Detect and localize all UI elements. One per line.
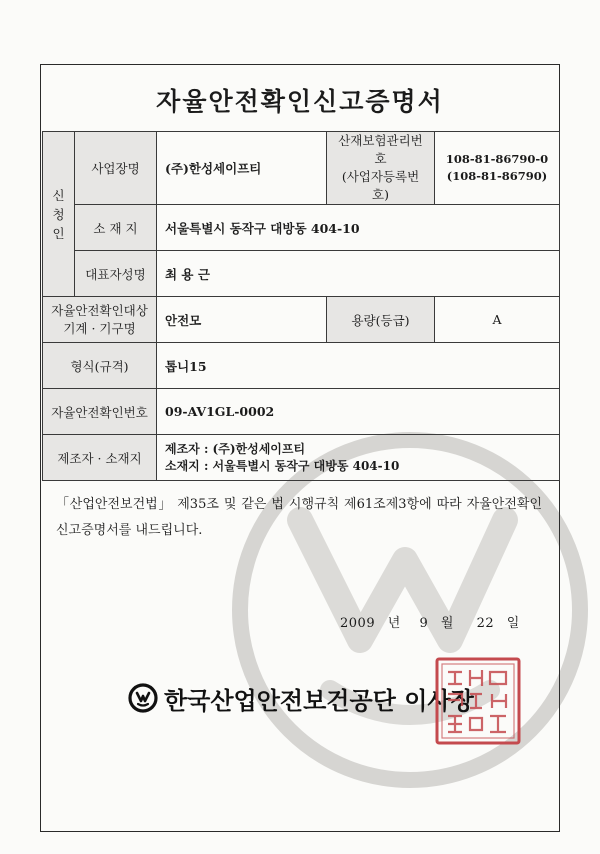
date-month: 9	[419, 616, 429, 631]
date-day-unit: 일	[506, 616, 520, 631]
table-row	[43, 205, 560, 251]
table-row	[43, 435, 560, 481]
address-value: 서울특별시 동작구 대방동 404-10	[157, 205, 560, 251]
date-year: 2009	[340, 616, 376, 631]
table-row	[43, 389, 560, 435]
cert-number-value: 09-AV1GL-0002	[157, 389, 560, 435]
company-value: (주)한성세이프티	[157, 132, 327, 205]
manufacturer-location: 소재지 : 서울특별시 동작구 대방동 404-10	[165, 458, 400, 473]
date-year-unit: 년	[387, 616, 401, 631]
certification-statement: 「산업안전보건법」 제35조 및 같은 법 시행규칙 제61조제3항에 따라 자율안전확인신고증명서를 내드립니다.	[56, 497, 542, 538]
issuer-name: 한국산업안전보건공단 이사장	[164, 686, 474, 715]
issue-date	[340, 612, 520, 631]
target-value: 안전모	[157, 297, 327, 343]
representative-label: 대표자성명	[75, 251, 157, 297]
target-label: 자율안전확인대상 기계 · 기구명	[43, 297, 157, 343]
model-label: 형식(규격)	[43, 343, 157, 389]
certificate-form-table	[42, 131, 560, 481]
address-label: 소 재 지	[75, 205, 157, 251]
table-row	[43, 251, 560, 297]
date-day: 22	[476, 616, 495, 631]
cert-number-label: 자율안전확인번호	[43, 389, 157, 435]
company-label: 사업장명	[75, 132, 157, 205]
representative-value: 최 용 근	[157, 251, 560, 297]
official-seal-stamp	[434, 656, 522, 746]
manufacturer-label: 제조자 · 소재지	[43, 435, 157, 481]
table-row	[43, 297, 560, 343]
kosha-logo-icon	[128, 683, 158, 713]
manufacturer-name: 제조자 : (주)한성세이프티	[165, 441, 306, 456]
issuer-block	[128, 680, 474, 716]
capacity-label: 용량(등급)	[327, 297, 435, 343]
manufacturer-value	[157, 435, 560, 481]
table-row	[43, 343, 560, 389]
insurance-label: 산재보험관리번호 (사업자등록번호)	[327, 132, 435, 205]
table-row	[43, 132, 560, 205]
capacity-value: A	[435, 297, 560, 343]
applicant-side-label: 신 청 인	[43, 132, 75, 297]
date-month-unit: 월	[440, 616, 454, 631]
model-value: 톱니15	[157, 343, 560, 389]
document-title: 자율안전확인신고증명서	[156, 87, 444, 116]
insurance-value: 108-81-86790-0 (108-81-86790)	[435, 132, 560, 205]
